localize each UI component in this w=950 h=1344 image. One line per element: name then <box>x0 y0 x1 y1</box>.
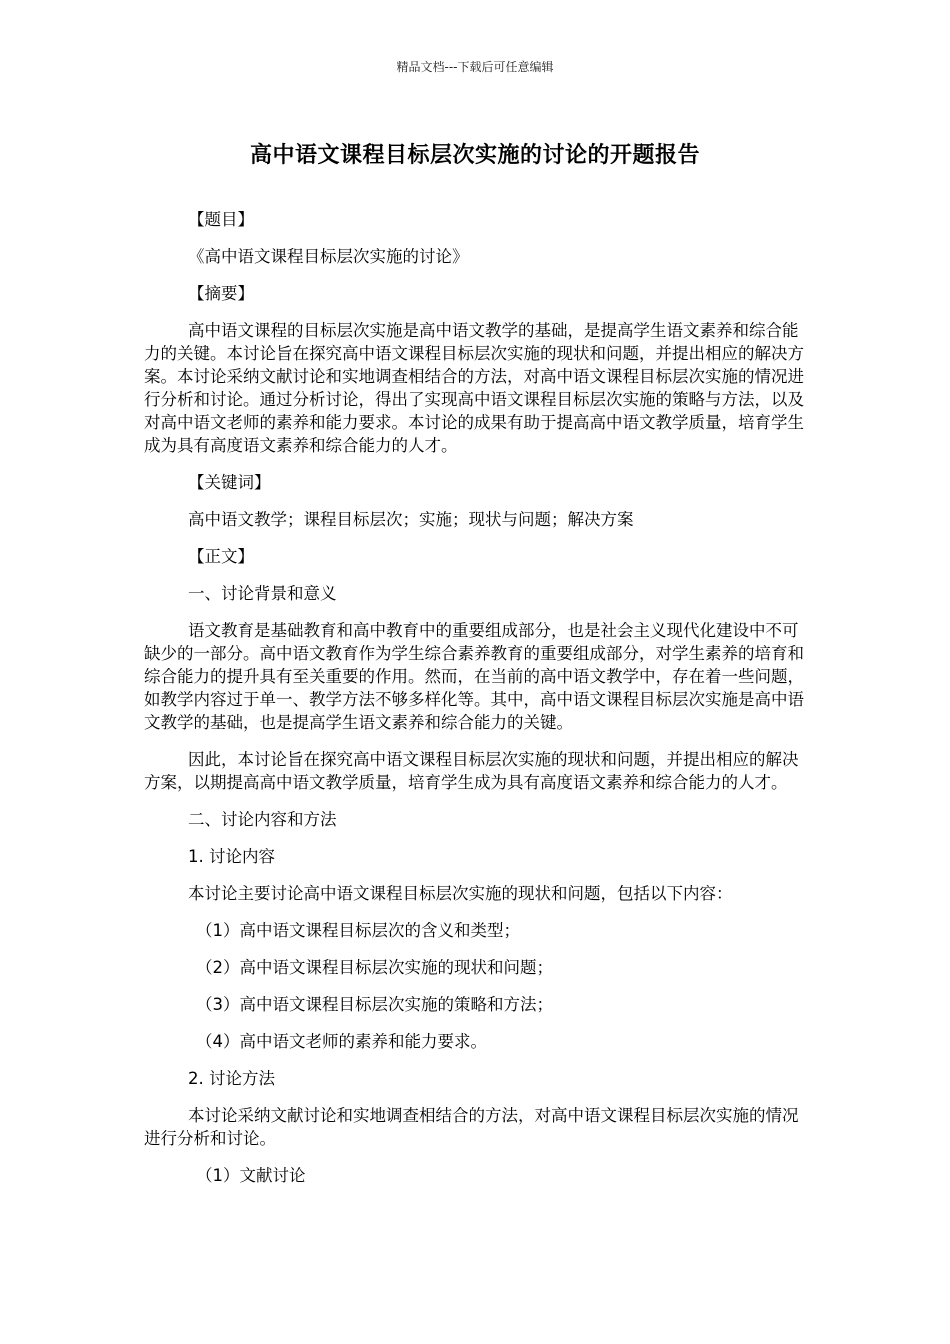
list-item: （4）高中语文老师的素养和能力要求。 <box>196 1032 487 1051</box>
subheading-method: 2. 讨论方法 <box>188 1069 275 1088</box>
header-note: 精品文档---下载后可任意编辑 <box>396 60 554 74</box>
list-item: （2）高中语文课程目标层次实施的现状和问题； <box>196 958 553 977</box>
topic-label: 【题目】 <box>188 210 254 229</box>
list-item: （3）高中语文课程目标层次实施的策略和方法； <box>196 995 553 1014</box>
content-intro-paragraph: 本讨论主要讨论高中语文课程目标层次实施的现状和问题，包括以下内容： <box>188 884 733 903</box>
method-paragraph: 本讨论采纳文献讨论和实地调查相结合的方法，对高中语文课程目标层次实施的情况进行分析和讨论。 <box>144 1106 799 1148</box>
document-body <box>144 208 806 1201</box>
abstract-label: 【摘要】 <box>188 284 254 303</box>
keywords-label: 【关键词】 <box>188 473 271 492</box>
background-paragraph-1: 语文教育是基础教育和高中教育中的重要组成部分，也是社会主义现代化建设中不可缺少的一部分。高中语文教育作为学生综合素养教育的重要组成部分，对学生素养的培育和综合能力的提升具有至关重要的作用。然而，在当前的高中语文教学中，存在着一些问题，如教学内容过于单一、教学方法不够多样化等。其中，高中语文课程目标层次实施是高中语文教学的基础，也是提高学生语文素养和综合能力的关键。 <box>144 621 804 732</box>
method-item: （1）文献讨论 <box>196 1166 306 1185</box>
topic-text: 《高中语文课程目标层次实施的讨论》 <box>188 247 469 266</box>
body-label: 【正文】 <box>188 547 254 566</box>
background-paragraph-2: 因此，本讨论旨在探究高中语文课程目标层次实施的现状和问题，并提出相应的解决方案，以期提高高中语文教学质量，培育学生成为具有高度语文素养和综合能力的人才。 <box>144 750 799 792</box>
subheading-content: 1. 讨论内容 <box>188 847 275 866</box>
document-title: 高中语文课程目标层次实施的讨论的开题报告 <box>249 143 700 168</box>
section-heading-2: 二、讨论内容和方法 <box>188 810 337 829</box>
abstract-paragraph: 高中语文课程的目标层次实施是高中语文教学的基础，是提高学生语文素养和综合能力的关键。本讨论旨在探究高中语文课程目标层次实施的现状和问题，并提出相应的解决方案。本讨论采纳文献讨论和实地调查相结合的方法，对高中语文课程目标层次实施的情况进行分析和讨论。通过分析讨论，得出了实现高中语文课程目标层次实施的策略与方法，以及对高中语文老师的素养和能力要求。本讨论的成果有助于提高高中语文教学质量，培育学生成为具有高度语文素养和综合能力的人才。 <box>144 321 804 455</box>
keywords-text: 高中语文教学；课程目标层次；实施；现状与问题；解决方案 <box>188 510 634 529</box>
list-item: （1）高中语文课程目标层次的含义和类型； <box>196 921 520 940</box>
section-heading-1: 一、讨论背景和意义 <box>188 584 337 603</box>
